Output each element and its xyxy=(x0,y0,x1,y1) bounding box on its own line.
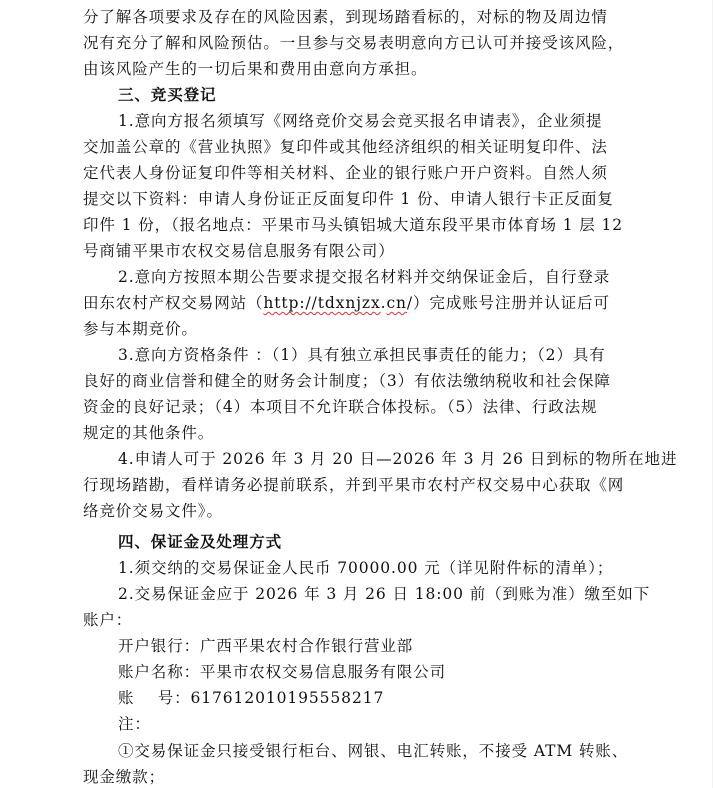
note1-line1: ①交易保证金只接受银行柜台、网银、电汇转账，不接受 ATM 转账、 xyxy=(118,742,629,760)
intro-line-3: 由该风险产生的一切后果和费用由意向方承担。 xyxy=(83,60,428,78)
s3-para3-line3: 资金的良好记录；（4）本项目不允许联合体投标。（5）法律、行政法规 xyxy=(83,398,598,416)
s4-para1: 1.须交纳的交易保证金人民币 70000.00 元（详见附件标的清单）； xyxy=(118,559,614,577)
note1-line2: 现金缴款； xyxy=(83,768,166,786)
s3-para3-line1: 3.意向方资格条件 ：（1）具有独立承担民事责任的能力；（2）具有 xyxy=(118,346,606,364)
note-label: 注： xyxy=(118,715,151,733)
section-4-heading: 四、保证金及处理方式 xyxy=(118,532,283,551)
website-url-part1[interactable]: http://tdxnjzx xyxy=(263,294,381,312)
section-3-heading: 三、竞买登记 xyxy=(118,85,217,104)
s4-para2-line1: 2.交易保证金应于 2026 年 3 月 26 日 18:00 前（到账为准）缴至如下 xyxy=(118,585,651,603)
s3-para3-line2: 良好的商业信誉和健全的财务会计制度；（3）有依法缴纳税收和社会保障 xyxy=(83,372,611,390)
s3-para4-line2: 行现场踏勘，看样请务必提前联系，并到平果市农村产权交易中心获取《网 xyxy=(83,476,625,494)
s3-para1-line4: 提交以下资料：申请人身份证正反面复印件 1 份、申请人银行卡正反面复 xyxy=(83,190,614,208)
account-number-label: 账 号： xyxy=(118,689,191,707)
s3-para1-line1: 1.意向方报名须填写《网络竞价交易会竞买报名申请表》，企业须提 xyxy=(118,112,603,130)
bank-line: 开户银行：广西平果农村合作银行营业部 xyxy=(118,637,414,655)
s3-para2-line1: 2.意向方按照本期公告要求提交报名材料并交纳保证金后，自行登录 xyxy=(118,268,611,286)
s3-para1-line6: 号商铺平果市农权交易信息服务有限公司） xyxy=(83,242,395,260)
website-url-part2[interactable]: cn xyxy=(386,294,407,312)
account-number-value: 617612010195558217 xyxy=(190,689,385,707)
s3-para1-line3: 定代表人身份证复印件等相关材料、企业的银行账户开户资料。自然人须 xyxy=(83,164,608,182)
intro-line-1: 分了解各项要求及存在的风险因素，到现场踏看标的，对标的物及周边情 xyxy=(83,8,608,26)
account-name-line: 账户名称：平果市农权交易信息服务有限公司 xyxy=(118,663,447,681)
website-url-dot[interactable]: . xyxy=(380,294,387,312)
intro-line-2: 况有充分了解和风险预估。一旦参与交易表明意向方已认可并接受该风险， xyxy=(83,34,625,52)
account-number-line xyxy=(118,688,384,708)
s3-para2-line2-start: 田东农村产权交易网站（ xyxy=(83,294,264,312)
s3-para3-line4: 规定的其他条件。 xyxy=(83,424,215,442)
s3-para1-line2: 交加盖公章的《营业执照》复印件或其他经济组织的相关证明复印件、法 xyxy=(83,138,608,156)
s3-para4-line1: 4.申请人可于 2026 年 3 月 20 日—2026 年 3 月 26 日到标的物所在地进 xyxy=(118,450,678,468)
s3-para2-line2-end: /）完成账号注册并认证后可 xyxy=(406,294,610,312)
s3-para2-line2 xyxy=(83,293,610,313)
s4-para2-line2: 账户： xyxy=(83,611,133,629)
s3-para4-line3: 络竞价交易文件》。 xyxy=(83,502,223,520)
s3-para1-line5: 印件 1 份，（报名地点：平果市马头镇铝城大道东段平果市体育场 1 层 12 xyxy=(83,216,624,234)
s3-para2-line3: 参与本期竞价。 xyxy=(83,320,198,338)
